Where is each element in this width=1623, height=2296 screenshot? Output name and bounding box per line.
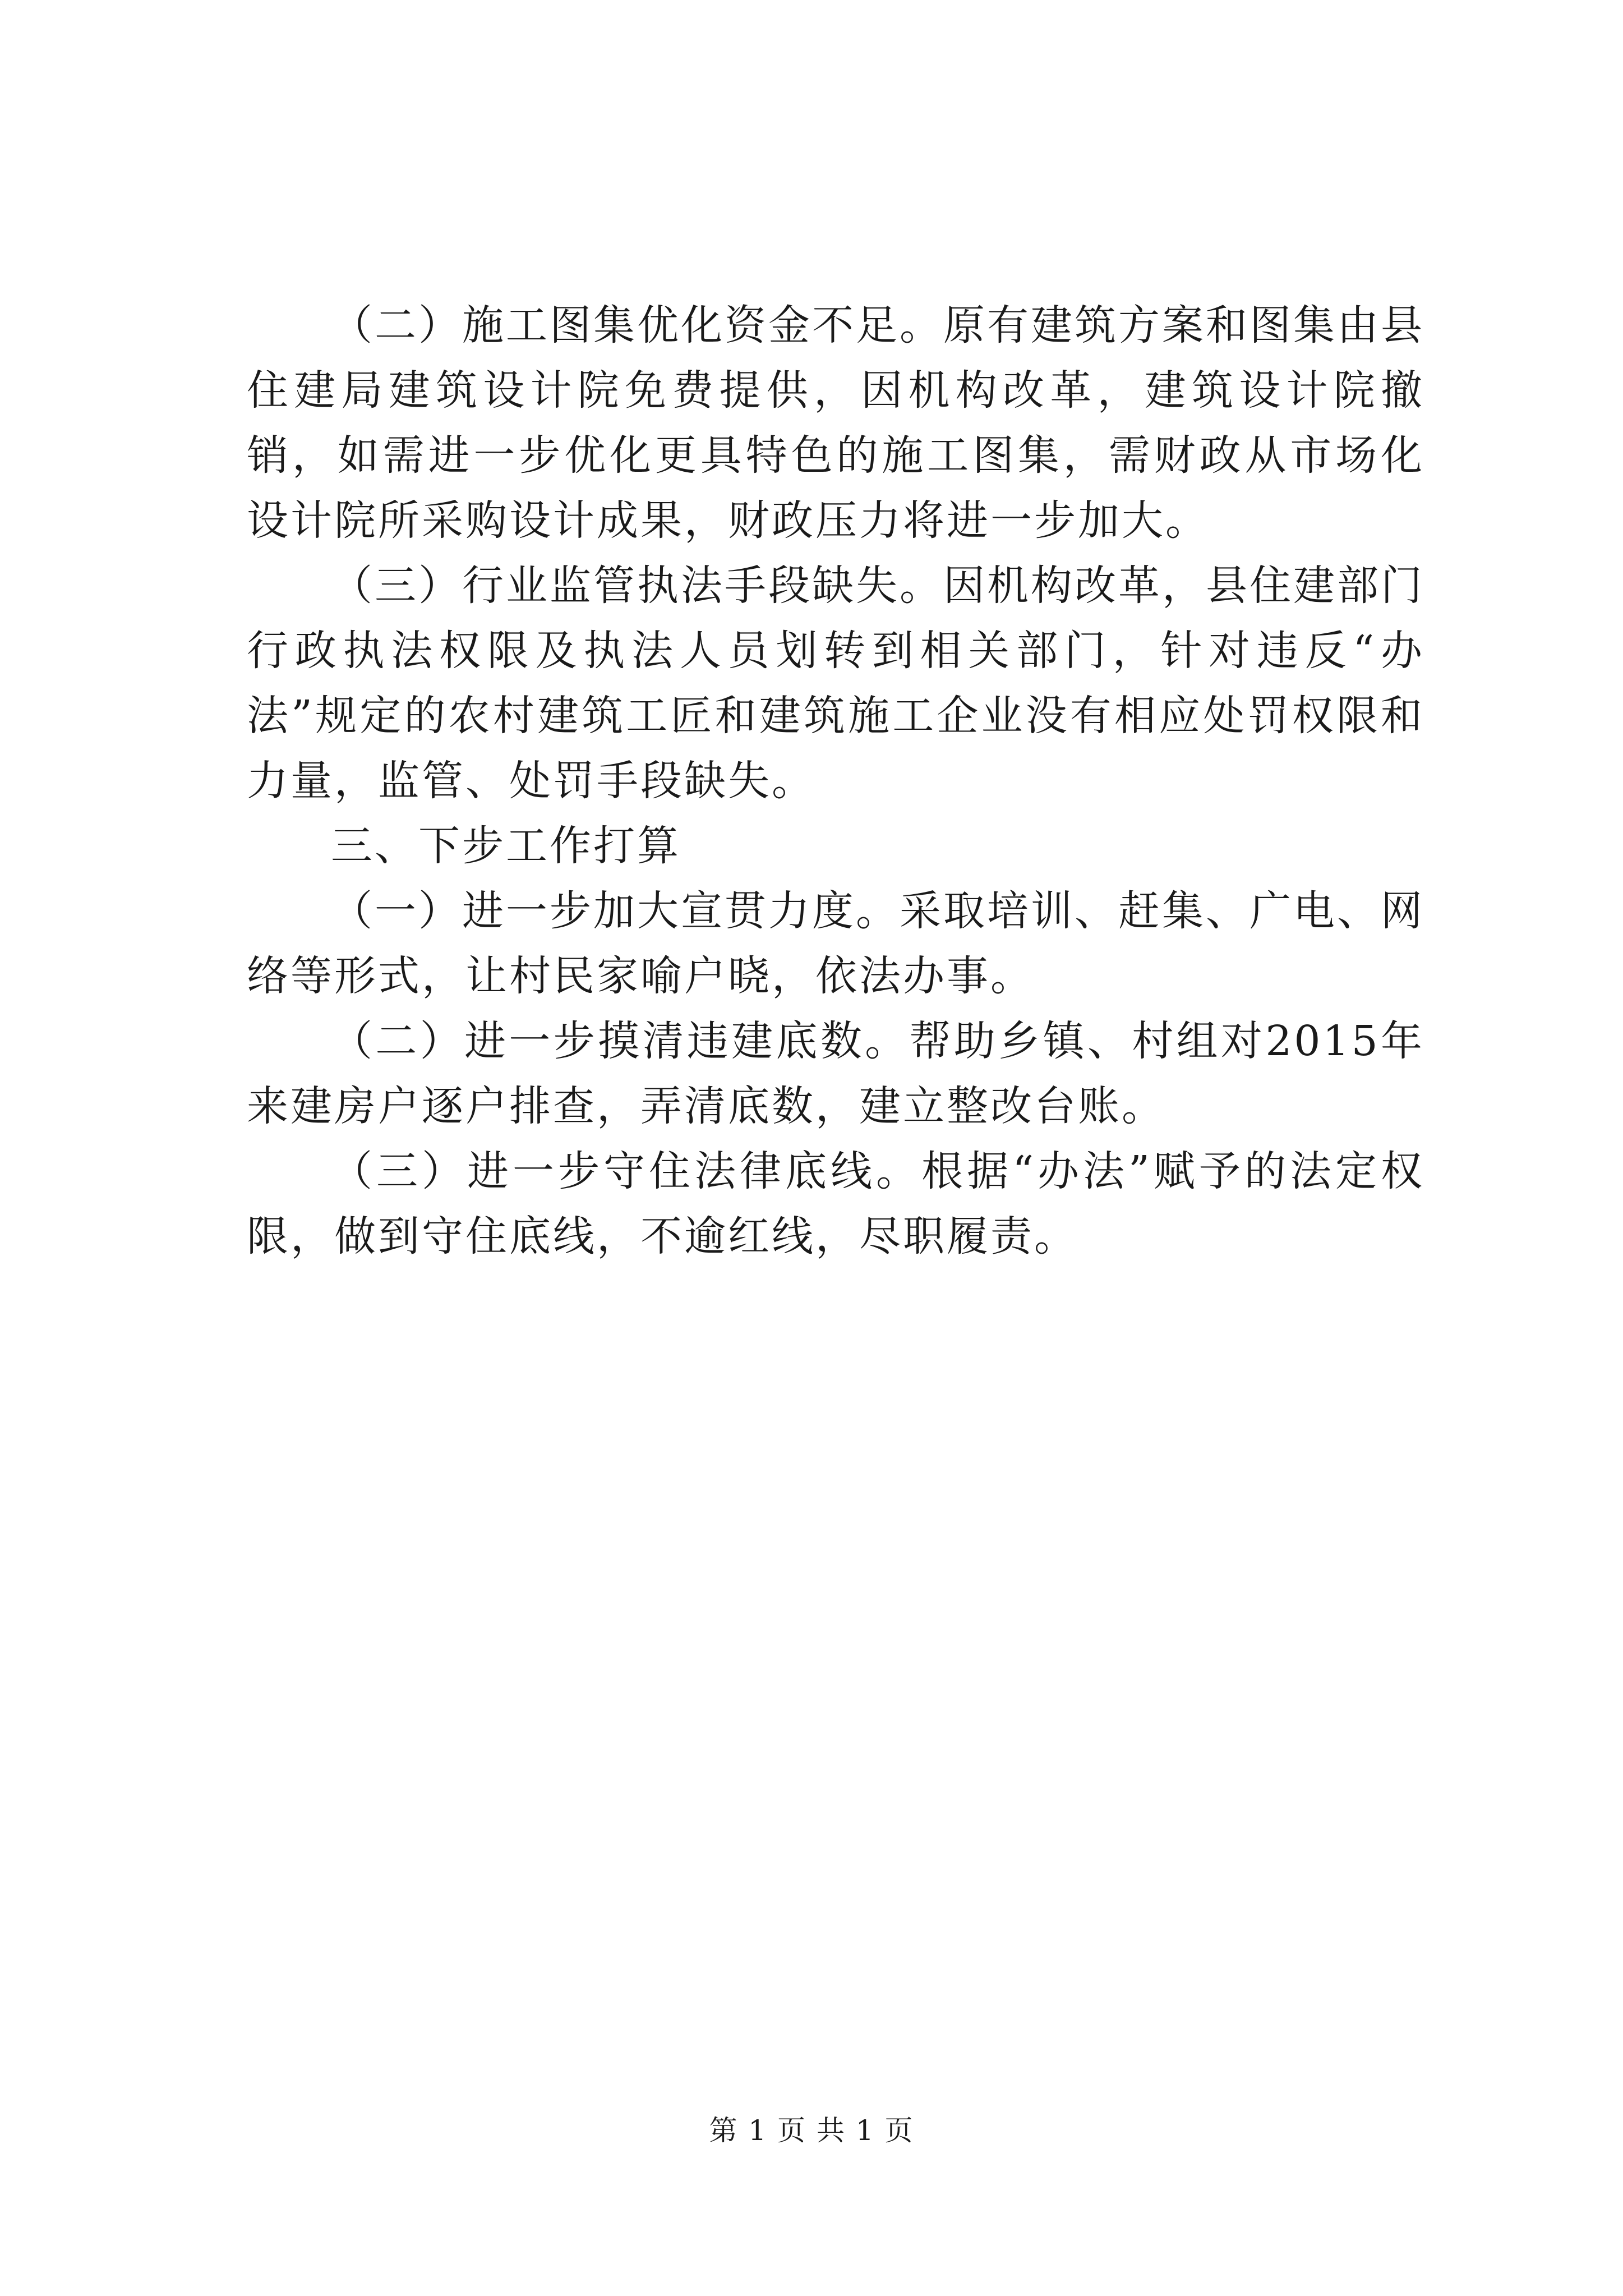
paragraph-enforcement-gap: （三）行业监管执法手段缺失。因机构改革，县住建部门行政执法权限及执法人员划转到相关部门，针对违反“办法”规定的农村建筑工匠和建筑施工企业没有相应处罚权限和力量，监管、处罚手段缺失。 [247, 562, 1424, 805]
document-body [247, 293, 1424, 1269]
page-number-footer: 第 1 页 共 1 页 [709, 2114, 914, 2147]
paragraph-funding-shortage: （二）施工图集优化资金不足。原有建筑方案和图集由县住建局建筑设计院免费提供，因机构改革，建筑设计院撤销，如需进一步优化更具特色的施工图集，需财政从市场化设计院所采购设计成果，财政压力将进一步加大。 [247, 301, 1424, 545]
paragraph-legal-bottom-line: （三）进一步守住法律底线。根据“办法”赋予的法定权限，做到守住底线，不逾红线，尽职履责。 [247, 1147, 1424, 1260]
paragraph-survey: （二）进一步摸清违建底数。帮助乡镇、村组对2015年来建房户逐户排查，弄清底数，建立整改台账。 [247, 1017, 1424, 1130]
section-heading-next-steps: 三、下步工作打算 [331, 822, 681, 870]
paragraph-publicity: （一）进一步加大宣贯力度。采取培训、赶集、广电、网络等形式，让村民家喻户晓，依法办事。 [247, 887, 1424, 1000]
